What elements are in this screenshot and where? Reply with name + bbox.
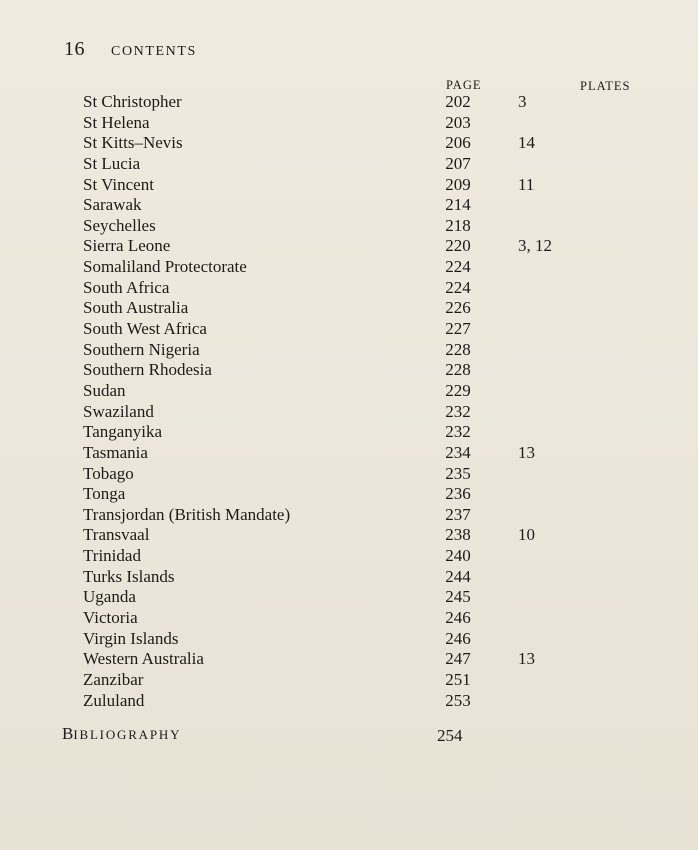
- entry-name: Uganda: [83, 587, 136, 607]
- contents-row: [0, 175, 698, 196]
- entry-page: 235: [445, 463, 471, 483]
- contents-row: [0, 670, 698, 691]
- entry-name: Tobago: [83, 463, 134, 483]
- contents-row: [0, 154, 698, 175]
- entry-plates: 3: [518, 92, 527, 111]
- contents-row: [0, 525, 698, 546]
- entry-name: Tanganyika: [83, 422, 163, 442]
- entry-plates: 11: [518, 174, 535, 194]
- entry-name: South Australia: [83, 298, 189, 318]
- entry-page: 246: [445, 608, 471, 628]
- entry-name: Southern Rhodesia: [83, 360, 212, 380]
- entry-name: Somaliland Protectorate: [83, 257, 247, 277]
- entry-plates: 13: [518, 442, 535, 462]
- entry-page: 220: [445, 236, 471, 256]
- entry-page: 245: [445, 587, 471, 607]
- entry-name: Turks Islands: [83, 566, 175, 586]
- contents-row: [0, 691, 698, 712]
- entry-name: Swaziland: [83, 401, 154, 421]
- contents-row: [0, 608, 698, 629]
- entry-name: St Lucia: [83, 153, 141, 173]
- contents-row: [0, 360, 698, 381]
- entry-page: 203: [445, 112, 471, 132]
- entry-page: 214: [445, 195, 471, 215]
- entry-page: 228: [445, 339, 471, 359]
- page-header: [64, 38, 197, 61]
- entry-page: 229: [445, 380, 471, 400]
- entry-page: 237: [445, 504, 471, 524]
- contents-row: [0, 422, 698, 443]
- contents-row: [0, 216, 698, 237]
- entry-name: Sarawak: [83, 195, 142, 215]
- plates-column-heading: PLATES: [580, 79, 631, 93]
- entry-name: St Vincent: [83, 174, 154, 194]
- bibliography-entry: [62, 724, 181, 745]
- entry-name: South West Africa: [83, 319, 207, 339]
- entry-name: Transjordan (British Mandate): [83, 504, 291, 524]
- entry-page: 209: [445, 174, 471, 194]
- running-title: CONTENTS: [111, 44, 197, 59]
- entry-name: Transvaal: [83, 525, 150, 545]
- contents-row: [0, 443, 698, 464]
- entry-name: Victoria: [83, 608, 138, 628]
- entry-name: Trinidad: [83, 546, 141, 566]
- entry-page: 224: [445, 257, 471, 277]
- entry-name: St Kitts–Nevis: [83, 133, 183, 153]
- entry-page: 218: [445, 215, 471, 235]
- contents-row: [0, 236, 698, 257]
- contents-row: [0, 298, 698, 319]
- contents-row: [0, 629, 698, 650]
- entry-page: 202: [445, 92, 471, 111]
- contents-list: [0, 92, 698, 711]
- entry-name: Tonga: [83, 484, 126, 504]
- bibliography-page: 254: [437, 726, 463, 745]
- entry-name: Zululand: [83, 690, 145, 710]
- contents-row: [0, 92, 698, 113]
- page-number: 16: [64, 38, 85, 60]
- contents-row: [0, 257, 698, 278]
- entry-name: St Christopher: [83, 92, 182, 111]
- entry-page: 227: [445, 319, 471, 339]
- bibliography-label: IBLIOGRAPHY: [73, 727, 182, 742]
- entry-name: Sudan: [83, 380, 126, 400]
- bibliography-initial: B: [62, 724, 74, 743]
- page-column-heading: PAGE: [446, 78, 482, 92]
- contents-row: [0, 402, 698, 423]
- contents-row: [0, 567, 698, 588]
- entry-page: 207: [445, 153, 471, 173]
- entry-page: 253: [445, 690, 471, 710]
- entry-page: 232: [445, 422, 471, 442]
- entry-name: St Helena: [83, 112, 150, 132]
- entry-name: Sierra Leone: [83, 236, 171, 256]
- entry-plates: 14: [518, 133, 535, 153]
- contents-row: [0, 464, 698, 485]
- entry-page: 244: [445, 566, 471, 586]
- entry-name: Western Australia: [83, 649, 204, 669]
- entry-page: 247: [445, 649, 471, 669]
- contents-row: [0, 484, 698, 505]
- entry-name: Southern Nigeria: [83, 339, 200, 359]
- contents-row: [0, 319, 698, 340]
- entry-plates: 3, 12: [518, 236, 552, 256]
- contents-row: [0, 546, 698, 567]
- entry-page: 234: [445, 442, 471, 462]
- entry-page: 232: [445, 401, 471, 421]
- contents-row: [0, 649, 698, 670]
- entry-name: South Africa: [83, 277, 170, 297]
- entry-page: 240: [445, 546, 471, 566]
- entry-name: Seychelles: [83, 215, 156, 235]
- entry-plates: 10: [518, 525, 535, 545]
- contents-row: [0, 505, 698, 526]
- contents-row: [0, 340, 698, 361]
- entry-name: Zanzibar: [83, 669, 144, 689]
- entry-page: 206: [445, 133, 471, 153]
- entry-plates: 13: [518, 649, 535, 669]
- contents-row: [0, 587, 698, 608]
- entry-name: Virgin Islands: [83, 628, 179, 648]
- entry-page: 251: [445, 669, 471, 689]
- entry-page: 228: [445, 360, 471, 380]
- entry-page: 246: [445, 628, 471, 648]
- entry-name: Tasmania: [83, 442, 148, 462]
- entry-page: 238: [445, 525, 471, 545]
- contents-row: [0, 195, 698, 216]
- contents-row: [0, 381, 698, 402]
- entry-page: 236: [445, 484, 471, 504]
- contents-row: [0, 278, 698, 299]
- contents-row: [0, 113, 698, 134]
- entry-page: 226: [445, 298, 471, 318]
- entry-page: 224: [445, 277, 471, 297]
- contents-row: [0, 133, 698, 154]
